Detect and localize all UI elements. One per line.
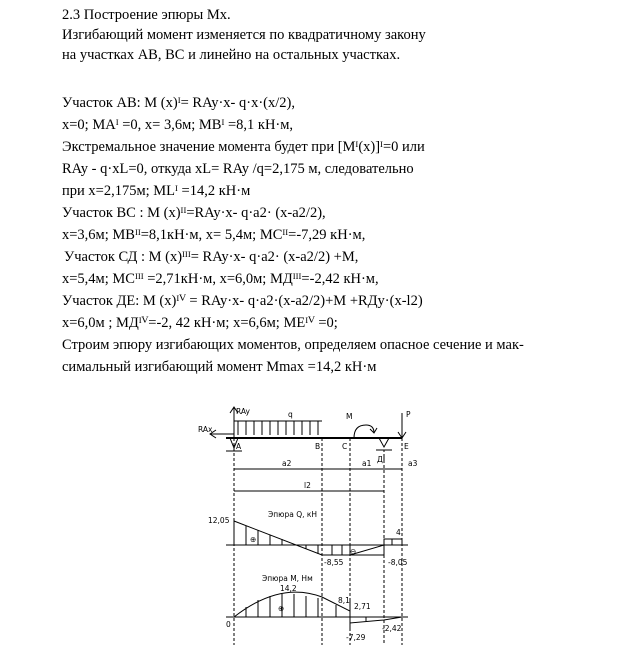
point-a-label: A [236, 442, 242, 451]
a2-label: a2 [282, 459, 292, 468]
text-line: x=3,6м; MBᴵᴵ=8,1кН·м, x= 5,4м; MCᴵᴵ=-7,29 кН·м, [62, 227, 366, 243]
text-line: x=5,4м; MCᴵᴵᴵ =2,71кН·м, x=6,0м; MДᴵᴵᴵ=-2,42 кН·м, [62, 271, 379, 287]
ray-label: RAy [236, 407, 250, 416]
q-minus-sign: ⊖ [350, 547, 357, 556]
beam-diagram [196, 405, 428, 645]
intro-line-2: на участках АВ, ВС и линейно на остальных участках. [62, 47, 401, 63]
l2-label: l2 [304, 481, 311, 490]
m-plus-sign: ⊕ [278, 604, 285, 613]
text-line: Участок ВС : M (x)ᴵᴵ=RAy·x- q·a2· (x-a2/2), [62, 205, 326, 221]
m-zero-value: 0 [226, 620, 231, 629]
m-c1-value: 2,71 [354, 602, 371, 611]
m-label: M [346, 412, 353, 421]
text-line: Экстремальное значение момента будет при [Mᴵ(x)]ᴵ=0 или [62, 139, 425, 155]
point-e-label: E [404, 442, 409, 451]
q-start-value: 12,05 [208, 516, 230, 525]
m-diagram-title: Эпюра M, Нм [262, 574, 313, 583]
a3-label: a3 [408, 459, 418, 468]
text-line: RAy - q·xL=0, откуда xL= RAy /q=2,175 м, следовательно [62, 161, 414, 177]
text-line: Участок АВ: M (x)ᴵ= RAy·x- q·x·(x/2), [62, 95, 295, 111]
text-line: Участок ДЕ: M (x)ᴵⱽ = RAy·x- q·a2·(x-a2/2)+M +RДy·(x-l2) [62, 293, 423, 309]
q-diagram-title: Эпюра Q, кН [268, 510, 318, 519]
q-mid-value: -8,55 [324, 558, 344, 567]
text-line: x=6,0м ; MДᴵⱽ=-2, 42 кН·м; x=6,6м; MEᴵⱽ =0; [62, 315, 338, 331]
text-line: симальный изгибающий момент Mmax =14,2 кН·м [62, 359, 377, 375]
q-end-value: -8,05 [388, 558, 408, 567]
section-heading: 2.3 Построение эпюры Mx. [62, 7, 231, 23]
m-b-value: 8,1 [338, 596, 350, 605]
m-c2-value: -7,29 [346, 633, 366, 642]
m-max-value: 14,2 [280, 584, 297, 593]
text-line: x=0; MAᴵ =0, x= 3,6м; MBᴵ =8,1 кН·м, [62, 117, 294, 133]
p-label: P [406, 410, 411, 419]
point-c-label: C [342, 442, 348, 451]
point-d-label: Д [377, 455, 383, 464]
q-plus-sign: ⊕ [250, 535, 257, 544]
q-label: q [288, 410, 293, 419]
text-line: Строим эпюру изгибающих моментов, определяем опасное сечение и мак- [62, 337, 524, 353]
point-b-label: B [315, 442, 321, 451]
rax-label: RAx [198, 425, 213, 434]
a1-label: a1 [362, 459, 372, 468]
q-right-value: 4 [396, 528, 401, 537]
text-line: Участок СД : M (x)ᴵᴵᴵ= RAy·x- q·a2· (x-a2/2) +M, [64, 249, 359, 265]
text-line: при x=2,175м; MLᴵ =14,2 кН·м [62, 183, 251, 199]
m-d-value: -2,42 [382, 624, 402, 633]
intro-line-1: Изгибающий момент изменяется по квадратичному закону [62, 27, 426, 43]
